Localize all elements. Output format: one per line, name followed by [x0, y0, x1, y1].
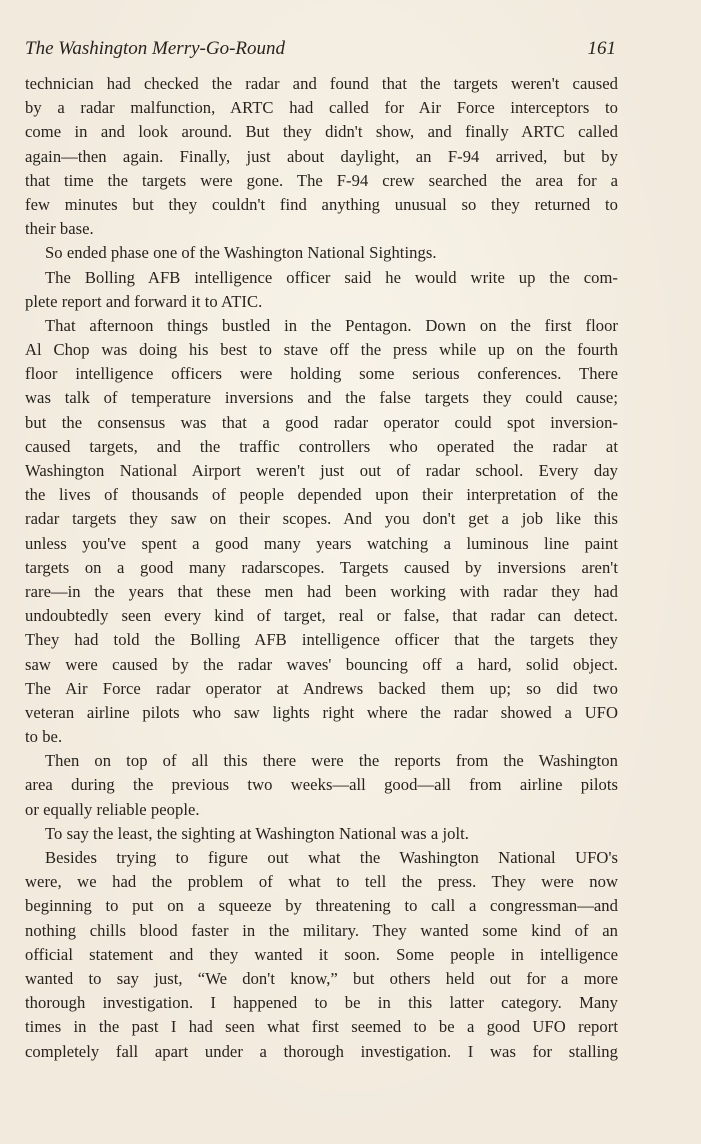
text-line: were, we had the problem of what to tell the press. They were now — [25, 872, 618, 892]
text-line: Then on top of all this there were the reports from the Washington — [45, 751, 618, 771]
text-line: undoubtedly seen every kind of target, real or false, that radar can detect. — [25, 606, 618, 626]
text-line: So ended phase one of the Washington National Sightings. — [45, 243, 437, 263]
text-line: times in the past I had seen what first seemed to be a good UFO report — [25, 1017, 618, 1037]
text-line: floor intelligence officers were holding some serious conferences. There — [25, 364, 618, 384]
text-line: but the consensus was that a good radar operator could spot inversion- — [25, 412, 618, 432]
running-title: The Washington Merry-Go-Round — [25, 38, 285, 59]
text-line: nothing chills blood faster in the military. They wanted some kind of an — [25, 920, 618, 940]
text-line: was talk of temperature inversions and the false targets they could cause; — [25, 388, 618, 408]
text-line: by a radar malfunction, ARTC had called for Air Force interceptors to — [25, 98, 618, 118]
text-line: technician had checked the radar and found that the targets weren't caused — [25, 74, 618, 93]
text-line: beginning to put on a squeeze by threatening to call a congressman—and — [25, 896, 618, 916]
text-line: saw were caused by the radar waves' bouncing off a hard, solid object. — [25, 654, 618, 674]
text-line: that time the targets were gone. The F-94 crew searched the area for a — [25, 170, 618, 190]
text-line: rare—in the years that these men had been working with radar they had — [25, 581, 618, 601]
text-line: the lives of thousands of people depended upon their interpretation of the — [25, 485, 618, 505]
text-line: To say the least, the sighting at Washington National was a jolt. — [45, 823, 469, 843]
running-head — [25, 34, 618, 64]
text-line: Besides trying to figure out what the Washington National UFO's — [45, 848, 618, 867]
text-line: area during the previous two weeks—all good—all from airline pilots — [25, 775, 618, 795]
text-line: completely fall apart under a thorough investigation. I was for stalling — [25, 1041, 618, 1061]
text-line: caused targets, and the traffic controllers who operated the radar at — [25, 436, 618, 456]
text-line: Washington National Airport weren't just out of radar school. Every day — [25, 461, 618, 480]
page-number: 161 — [587, 38, 616, 59]
text-line: again—then again. Finally, just about daylight, an F-94 arrived, but by — [25, 146, 618, 166]
text-line: plete report and forward it to ATIC. — [25, 291, 263, 311]
text-line: few minutes but they couldn't find anything unusual so they returned to — [25, 194, 618, 214]
text-line: thorough investigation. I happened to be in this latter category. Many — [25, 993, 618, 1013]
text-line: veteran airline pilots who saw lights right where the radar showed a UFO — [25, 702, 618, 722]
text-line: unless you've spent a good many years watching a luminous line paint — [25, 533, 618, 553]
text-line: They had told the Bolling AFB intelligence officer that the targets they — [25, 630, 618, 650]
text-line: Al Chop was doing his best to stave off the press while up on the fourth — [25, 340, 618, 360]
text-line: radar targets they saw on their scopes. And you don't get a job like this — [25, 509, 618, 529]
text-line: The Bolling AFB intelligence officer said he would write up the com- — [45, 267, 618, 287]
text-line: to be. — [25, 727, 63, 747]
text-line: targets on a good many radarscopes. Targets caused by inversions aren't — [25, 557, 618, 577]
text-line: or equally reliable people. — [25, 799, 200, 819]
body-text — [25, 72, 618, 1064]
text-line: come in and look around. But they didn't show, and finally ARTC called — [25, 122, 618, 142]
text-line: their base. — [25, 219, 94, 239]
text-line: The Air Force radar operator at Andrews backed them up; so did two — [25, 678, 618, 698]
text-line: wanted to say just, “We don't know,” but others held out for a more — [25, 968, 618, 988]
text-line: official statement and they wanted it soon. Some people in intelligence — [25, 944, 618, 964]
text-line: That afternoon things bustled in the Pentagon. Down on the first floor — [45, 315, 618, 335]
